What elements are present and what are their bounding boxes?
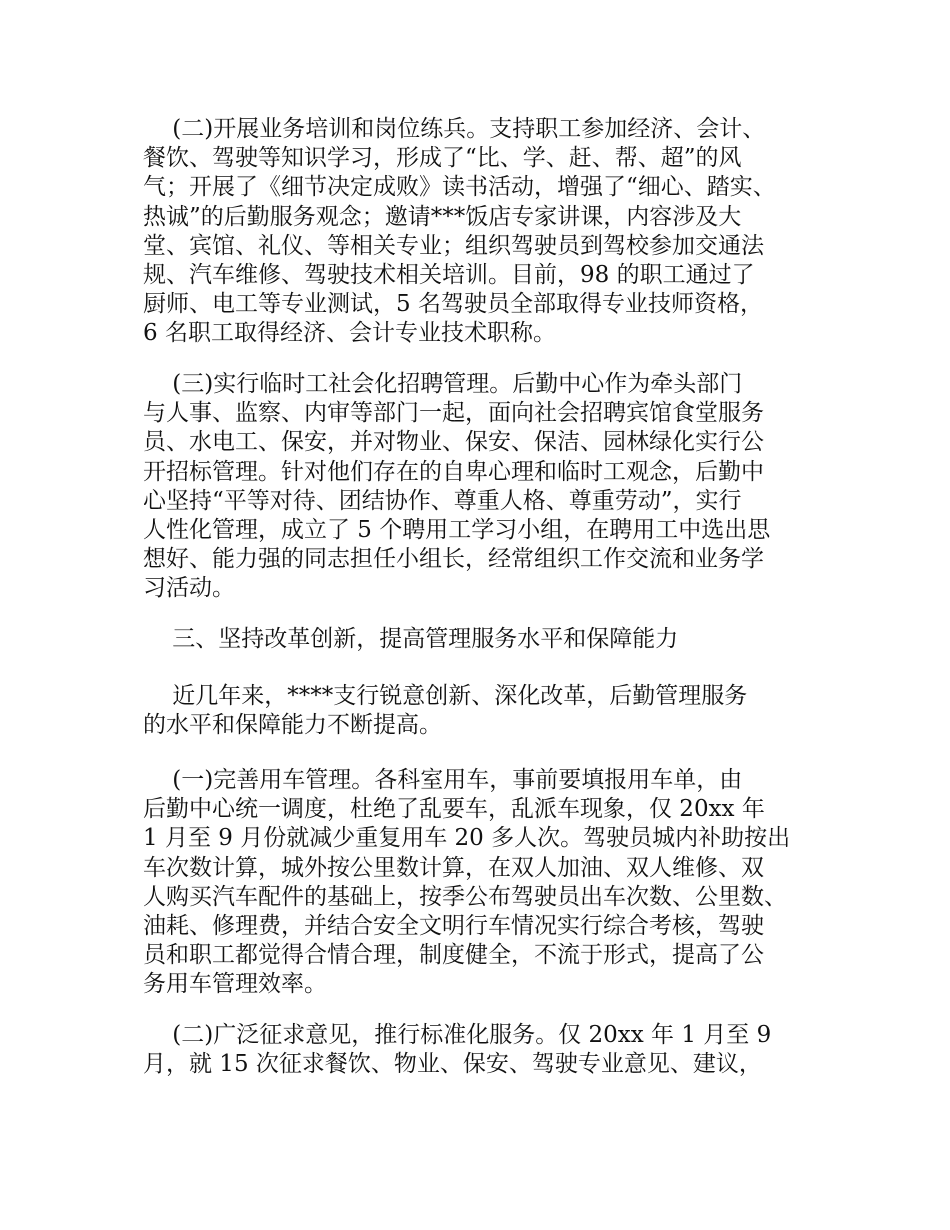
paragraph-intro [143,682,823,740]
section-heading-text: 三、坚持改革创新，提高管理服务水平和保障能力 [143,626,679,652]
paragraph-training [143,115,823,349]
text-line: 油耗、修理费，并结合安全文明行车情况实行综合考核，驾驶 [143,912,764,939]
text-line: 1 月至 9 月份就减少重复用车 20 多人次。驾驶员城内补助按出 [143,825,791,852]
text-line: 员和职工都觉得合情合理，制度健全，不流于形式，提高了公 [143,942,764,969]
text-line: 月，就 15 次征求餐饮、物业、保安、驾驶专业意见、建议， [143,1051,762,1078]
text-line: 6 名职工取得经济、会计专业技术职称。 [143,320,556,347]
text-line: 车次数计算，城外按公里数计算，在双人加油、双人维修、双 [143,854,764,881]
text-line: 规、汽车维修、驾驶技术相关培训。目前，98 的职工通过了 [143,261,755,288]
text-line: 心坚持“平等对待、团结协作、尊重人格、尊重劳动”，实行 [143,487,742,514]
text-line: 热诚”的后勤服务观念；邀请***饭店专家讲课，内容涉及大 [143,203,742,230]
text-line: 人购买汽车配件的基础上，按季公布驾驶员出车次数、公里数、 [143,883,787,910]
text-line: 务用车管理效率。 [143,971,327,998]
text-line: 人性化管理，成立了 5 个聘用工学习小组，在聘用工中选出思 [143,516,771,543]
text-line: (一)完善用车管理。各科室用车，事前要填报用车单，由 [143,767,743,793]
text-line: 的水平和保障能力不断提高。 [143,712,442,739]
text-line: 近几年来，****支行锐意创新、深化改革，后勤管理服务 [143,683,748,709]
text-line: 后勤中心统一调度，杜绝了乱要车，乱派车现象，仅 20xx 年 [143,796,765,823]
paragraph-vehicle-management [143,766,823,1000]
text-line: 想好、能力强的同志担任小组长，经常组织工作交流和业务学 [143,546,764,573]
text-line: (二)广泛征求意见，推行标准化服务。仅 20xx 年 1 月至 9 [143,1022,772,1048]
paragraph-standardized-service [143,1021,823,1079]
text-line: (三)实行临时工社会化招聘管理。后勤中心作为牵头部门 [143,371,743,397]
text-line: 员、水电工、保安，并对物业、保安、保洁、园林绿化实行公 [143,429,764,456]
text-line: 开招标管理。针对他们存在的自卑心理和临时工观念，后勤中 [143,458,764,485]
section-heading [143,625,823,654]
text-line: 堂、宾馆、礼仪、等相关专业；组织驾驶员到驾校参加交通法 [143,232,764,259]
text-line: 习活动。 [143,575,235,602]
text-line: 气；开展了《细节决定成败》读书活动，增强了“细心、踏实、 [143,174,776,201]
text-line: 厨师、电工等专业测试，5 名驾驶员全部取得专业技师资格， [143,291,763,318]
text-line: (二)开展业务培训和岗位练兵。支持职工参加经济、会计、 [143,116,766,142]
text-line: 与人事、监察、内审等部门一起，面向社会招聘宾馆食堂服务 [143,400,764,427]
text-line: 餐饮、驾驶等知识学习，形成了“比、学、赶、帮、超”的风 [143,145,742,172]
paragraph-temp-workers [143,370,823,604]
